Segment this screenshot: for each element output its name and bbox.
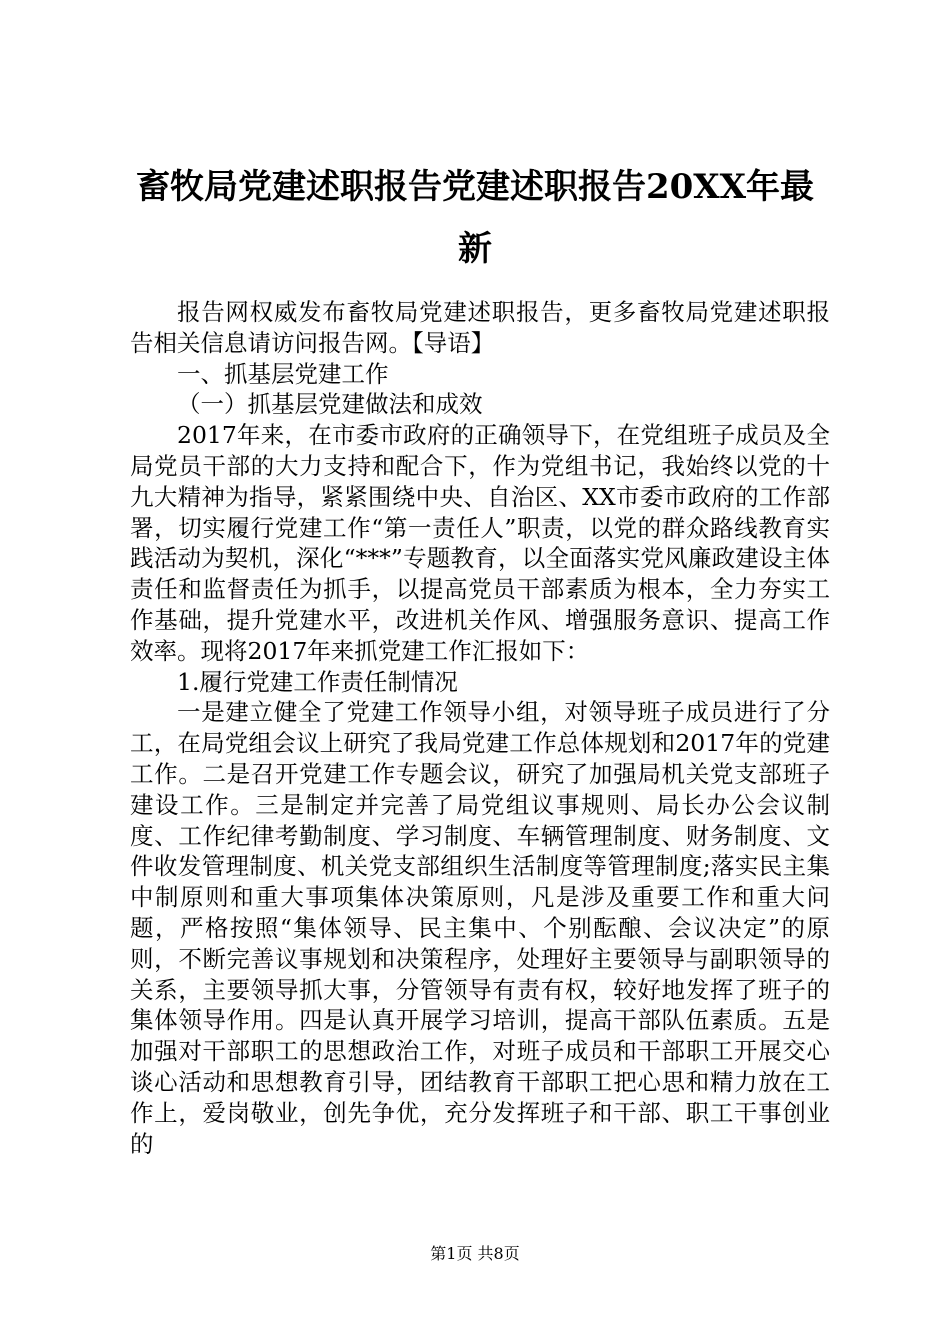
- heading-item-1: 1.履行党建工作责任制情况: [177, 667, 458, 696]
- paragraph-intro: 报告网权威发布畜牧局党建述职报告，更多畜牧局党建述职报告相关信息请访问报告网。【导语】: [130, 298, 830, 357]
- document-title: 畜牧局党建述职报告党建述职报告20XX年最新: [135, 167, 815, 269]
- page-number-footer: 第1页 共8页: [430, 1244, 520, 1263]
- heading-subsection-1: （一）抓基层党建做法和成效: [177, 390, 483, 419]
- paragraph-summary: 2017年来，在市委市政府的正确领导下，在党组班子成员及全局党员干部的大力支持和配合下，作为党组书记，我始终以党的十九大精神为指导，紧紧围绕中央、自治区、XX市委市政府的工作部署，切实履行党建工作“第一责任人”职责，以党的群众路线教育实践活动为契机，深化“***”专题教育，以全面落实党风廉政建设主体责任和监督责任为抓手，以提高党员干部素质为根本，全力夯实工作基础，提升党建水平，改进机关作风、增强服务意识、提高工作效率。现将2017年来抓党建工作汇报如下：: [130, 421, 830, 665]
- heading-section-1: 一、抓基层党建工作: [177, 359, 389, 388]
- paragraph-responsibility: 一是建立健全了党建工作领导小组，对领导班子成员进行了分工，在局党组会议上研究了我局党建工作总体规划和2017年的党建工作。二是召开党建工作专题会议，研究了加强局机关党支部班子建设工作。三是制定并完善了局党组议事规则、局长办公会议制度、工作纪律考勤制度、学习制度、车辆管理制度、财务制度、文件收发管理制度、机关党支部组织生活制度等管理制度;落实民主集中制原则和重大事项集体决策原则，凡是涉及重要工作和重大问题，严格按照“集体领导、民主集中、个别酝酿、会议决定”的原则，不断完善议事规划和决策程序，处理好主要领导与副职领导的关系，主要领导抓大事，分管领导有责有权，较好地发挥了班子的集体领导作用。四是认真开展学习培训，提高干部队伍素质。五是加强对干部职工的思想政治工作，对班子成员和干部职工开展交心谈心活动和思想教育引导，团结教育干部职工把心思和精力放在工作上，爱岗敬业，创先争优，充分发挥班子和干部、职工干事创业的: [130, 698, 830, 1158]
- document-body: [130, 297, 830, 1159]
